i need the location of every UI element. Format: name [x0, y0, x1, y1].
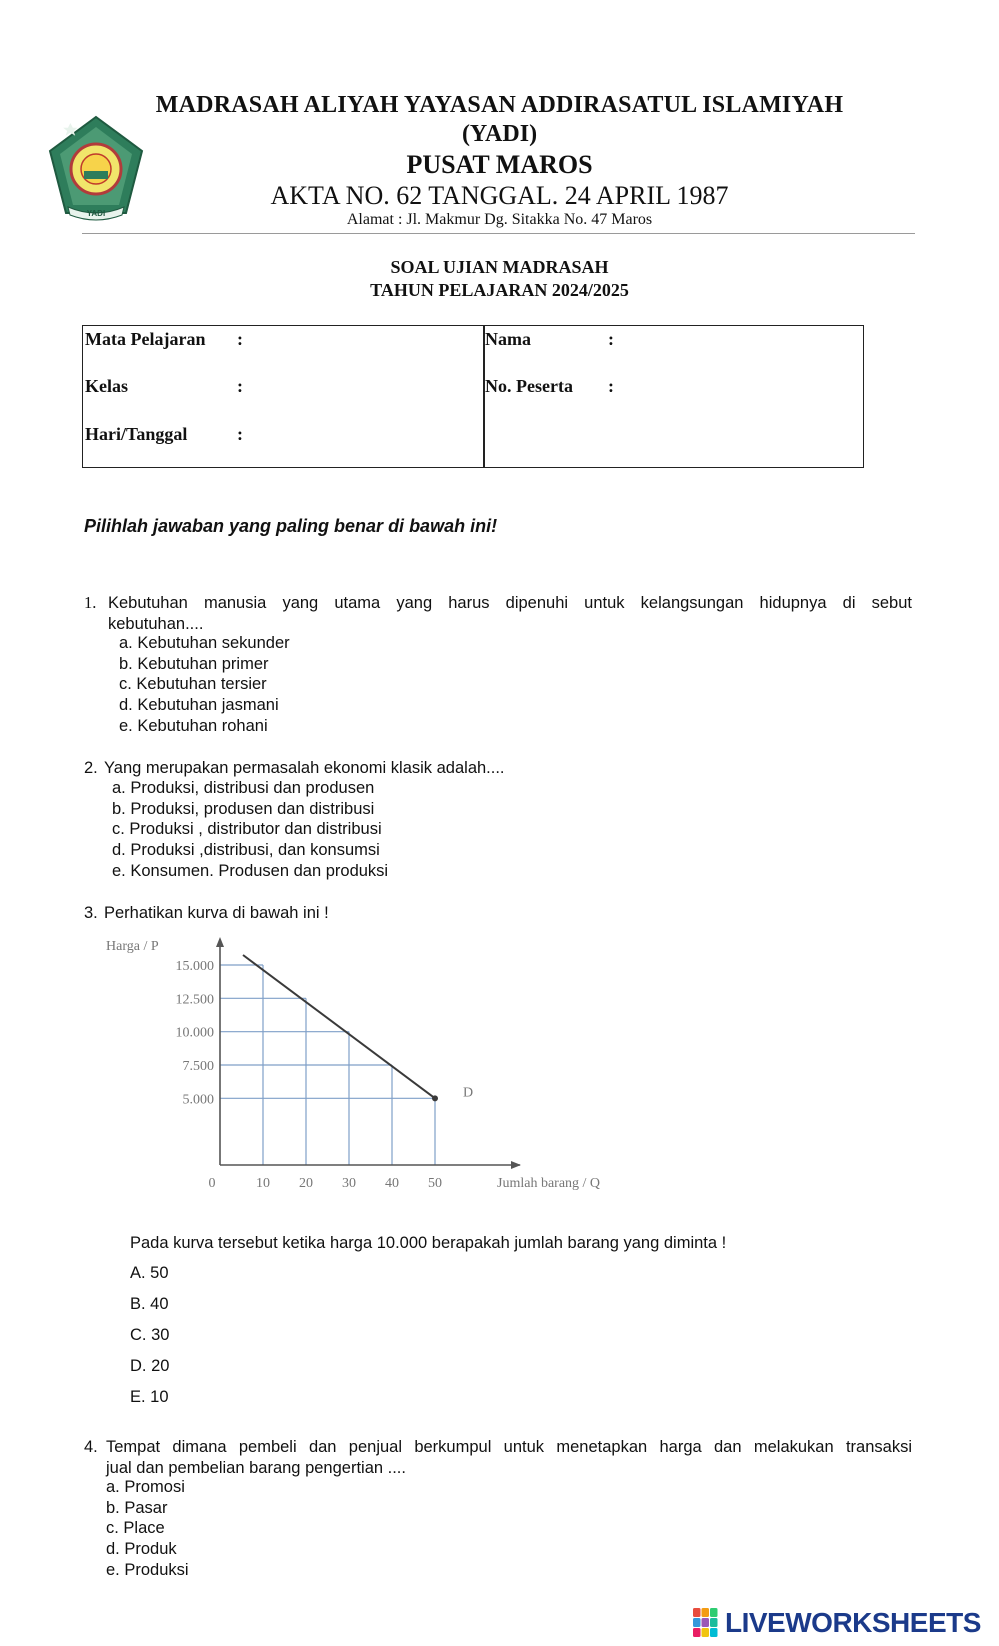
question-4-number: 4.: [84, 1438, 98, 1456]
name-label: Nama: [485, 329, 531, 349]
x-tick-label-1: 10: [256, 1176, 270, 1191]
logo-tile: [702, 1618, 710, 1627]
logo-tile: [702, 1608, 710, 1617]
school-abbreviation: (YADI): [461, 121, 538, 147]
logo-tile: [710, 1628, 718, 1637]
question-2-option-a[interactable]: a. Produksi, distribusi dan produsen: [112, 779, 375, 797]
date-colon[interactable]: :: [237, 424, 243, 444]
x-axis-arrow: [511, 1161, 521, 1169]
logo-tile: [702, 1628, 710, 1637]
deed-info: AKTA NO. 62 TANGGAL. 24 APRIL 1987: [270, 181, 729, 210]
question-1-option-c[interactable]: c. Kebutuhan tersier: [119, 675, 267, 693]
logo-tile: [693, 1608, 701, 1617]
logo-text: YADI: [86, 209, 106, 218]
x-tick-label-4: 40: [385, 1176, 399, 1191]
school-branch: PUSAT MAROS: [406, 150, 593, 179]
question-3-number: 3.: [84, 904, 98, 922]
question-3-text: Perhatikan kurva di bawah ini !: [104, 904, 329, 922]
question-4-option-e[interactable]: e. Produksi: [106, 1561, 189, 1579]
logo-tile: [693, 1618, 701, 1627]
y-tick-label-2: 10.000: [175, 1025, 214, 1041]
question-2-option-d[interactable]: d. Produksi ,distribusi, dan konsumsi: [112, 841, 380, 859]
instruction: Pilihlah jawaban yang paling benar di bawah ini!: [84, 516, 498, 536]
participant-colon[interactable]: :: [608, 376, 614, 396]
y-tick-label-1: 12.500: [175, 992, 214, 1008]
question-3-option-c[interactable]: C. 30: [130, 1326, 170, 1344]
chart-grid: [220, 965, 435, 1165]
subject-colon[interactable]: :: [237, 329, 243, 349]
y-tick-label-3: 7.500: [182, 1059, 214, 1074]
question-3-option-e[interactable]: E. 10: [130, 1388, 169, 1406]
name-colon[interactable]: :: [608, 329, 614, 349]
school-address: Alamat : Jl. Makmur Dg. Sitakka No. 47 Maros: [346, 211, 653, 228]
liveworksheets-logo-icon: [693, 1608, 719, 1638]
participant-label: No. Peserta: [485, 376, 573, 396]
x-tick-label-3: 30: [342, 1176, 356, 1191]
x-tick-label-0: 0: [208, 1176, 216, 1191]
y-axis-label: Harga / P: [106, 939, 159, 954]
question-4-option-b[interactable]: b. Pasar: [106, 1499, 168, 1517]
demand-curve-label: D: [463, 1085, 474, 1101]
question-3-option-b[interactable]: B. 40: [130, 1295, 169, 1313]
question-4-option-d[interactable]: d. Produk: [106, 1540, 177, 1558]
question-4-option-c[interactable]: c. Place: [106, 1519, 165, 1537]
class-label: Kelas: [85, 376, 128, 396]
question-1-option-d[interactable]: d. Kebutuhan jasmani: [119, 696, 279, 714]
question-2-text: Yang merupakan permasalah ekonomi klasik adalah....: [104, 759, 505, 777]
class-colon[interactable]: :: [237, 376, 243, 396]
question-3-prompt: Pada kurva tersebut ketika harga 10.000 berapakah jumlah barang yang diminta !: [130, 1234, 727, 1252]
question-4-text-line1: Tempat dimana pembeli dan penjual berkumpul untuk menetapkan harga dan melakukan transaksi: [106, 1438, 912, 1456]
demand-curve-line: [243, 955, 435, 1098]
question-4-text-line2: jual dan pembelian barang pengertian ....: [106, 1459, 406, 1477]
question-2-option-e[interactable]: e. Konsumen. Produsen dan produksi: [112, 862, 389, 880]
exam-title: SOAL UJIAN MADRASAH: [390, 257, 609, 277]
question-3-option-a[interactable]: A. 50: [130, 1264, 169, 1282]
logo-tile: [693, 1628, 701, 1637]
x-tick-label-2: 20: [299, 1176, 313, 1191]
question-2-number: 2.: [84, 759, 98, 777]
y-tick-label-0: 15.000: [175, 959, 214, 974]
question-3-option-d[interactable]: D. 20: [130, 1357, 170, 1375]
question-1-text-line2: kebutuhan....: [108, 615, 204, 633]
question-1-text-line1: Kebutuhan manusia yang utama yang harus dipenuhi untuk kelangsungan hidupnya di sebut: [108, 594, 912, 612]
exam-year: TAHUN PELAJARAN 2024/2025: [370, 280, 629, 300]
school-name: MADRASAH ALIYAH YAYASAN ADDIRASATUL ISLAMIYAH: [155, 92, 844, 118]
y-tick-label-4: 5.000: [182, 1092, 214, 1108]
demand-curve-chart: [100, 935, 690, 1210]
question-1-number: 1.: [84, 593, 97, 612]
header-divider: [82, 233, 915, 234]
question-2-option-c[interactable]: c. Produksi , distributor dan distribusi: [112, 820, 382, 838]
question-4-option-a[interactable]: a. Promosi: [106, 1478, 185, 1496]
liveworksheets-brand[interactable]: [693, 1605, 981, 1641]
date-label: Hari/Tanggal: [85, 424, 188, 444]
x-axis-label: Jumlah barang / Q: [497, 1176, 601, 1191]
y-axis-arrow: [216, 937, 224, 947]
logo-tile: [710, 1608, 718, 1617]
subject-label: Mata Pelajaran: [85, 329, 206, 349]
liveworksheets-wordmark: LIVEWORKSHEETS: [725, 1607, 981, 1638]
x-tick-label-5: 50: [428, 1176, 442, 1191]
logo-tile: [710, 1618, 718, 1627]
question-1-option-e[interactable]: e. Kebutuhan rohani: [119, 717, 268, 735]
demand-curve-end-point: [432, 1095, 438, 1101]
question-1-option-b[interactable]: b. Kebutuhan primer: [119, 655, 269, 673]
question-2-option-b[interactable]: b. Produksi, produsen dan distribusi: [112, 800, 375, 818]
identity-box: [82, 325, 864, 468]
question-1-option-a[interactable]: a. Kebutuhan sekunder: [119, 634, 290, 652]
